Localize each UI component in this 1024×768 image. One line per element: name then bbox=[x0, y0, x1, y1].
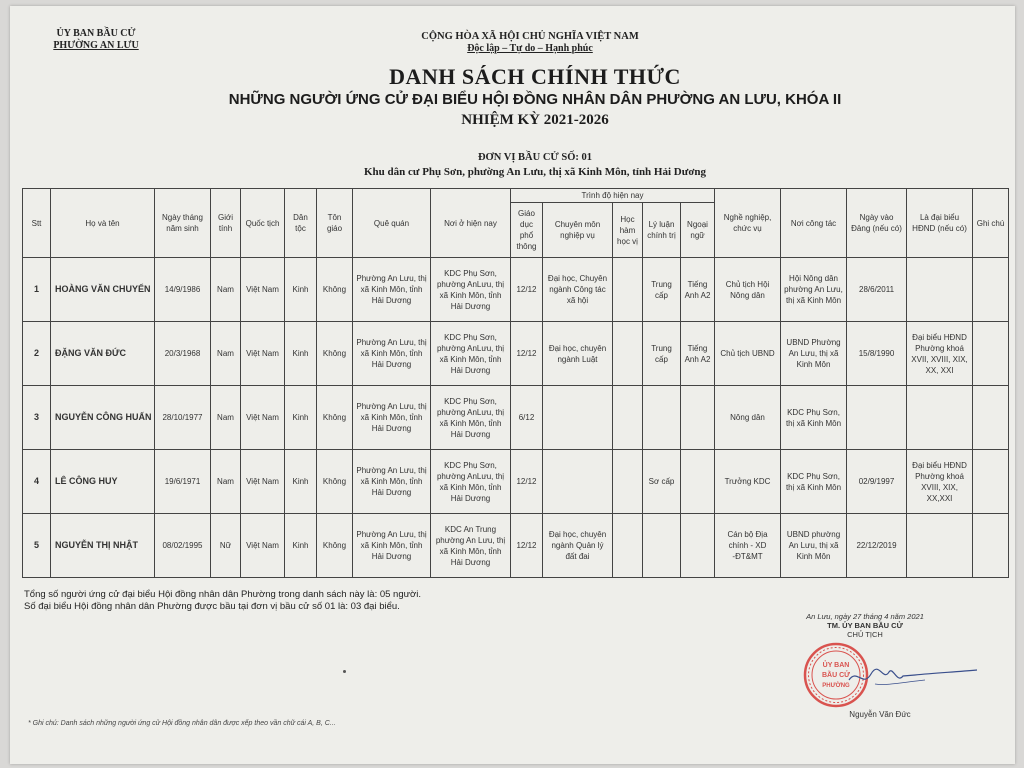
cell-gender: Nam bbox=[211, 322, 241, 386]
cell-delegate bbox=[907, 386, 973, 450]
header-residence: Nơi ở hiện nay bbox=[431, 189, 511, 258]
cell-party-date: 28/6/2011 bbox=[847, 258, 907, 322]
cell-delegate: Đại biểu HĐND Phường khoá XVIII, XIX, XX,XXI bbox=[907, 450, 973, 514]
signature-date: An Lưu, ngày 27 tháng 4 năm 2021 bbox=[806, 612, 924, 621]
cell-delegate bbox=[907, 514, 973, 578]
header-delegate: Là đại biểu HĐND (nếu có) bbox=[907, 189, 973, 258]
cell-ethnicity: Kinh bbox=[285, 514, 317, 578]
totals-line1: Tổng số người ứng cử đại biểu Hội đồng nhân dân Phường trong danh sách này là: 05 người. bbox=[24, 589, 421, 600]
cell-language: Tiếng Anh A2 bbox=[681, 322, 715, 386]
motto-line1: CỘNG HÒA XÃ HỘI CHỦ NGHĨA VIỆT NAM bbox=[421, 31, 639, 42]
cell-ethnicity: Kinh bbox=[285, 450, 317, 514]
cell-note bbox=[973, 450, 1009, 514]
header-note: Ghi chú bbox=[973, 189, 1009, 258]
cell-professional bbox=[543, 450, 613, 514]
cell-language bbox=[681, 386, 715, 450]
authority-line1: ỦY BAN BẦU CỬ bbox=[56, 28, 136, 39]
cell-job: Trưởng KDC bbox=[715, 450, 781, 514]
authority-line2: PHƯỜNG AN LƯU bbox=[53, 40, 139, 51]
cell-language bbox=[681, 514, 715, 578]
cell-name: ĐẶNG VĂN ĐỨC bbox=[51, 322, 155, 386]
header-stt: Stt bbox=[23, 189, 51, 258]
cell-stt: 1 bbox=[23, 258, 51, 322]
cell-language bbox=[681, 450, 715, 514]
cell-name: HOÀNG VĂN CHUYỂN bbox=[51, 258, 155, 322]
totals-summary bbox=[24, 589, 421, 613]
cell-gender: Nữ bbox=[211, 514, 241, 578]
cell-workplace: UBND phường An Lưu, thị xã Kinh Môn bbox=[781, 514, 847, 578]
motto-line2: Độc lập – Tự do – Hạnh phúc bbox=[467, 43, 593, 54]
header-name: Họ và tên bbox=[51, 189, 155, 258]
signature-position: CHỦ TỊCH bbox=[847, 630, 883, 639]
table-row bbox=[23, 514, 1009, 578]
cell-academic bbox=[613, 322, 643, 386]
election-area: Khu dân cư Phụ Sơn, phường An Lưu, thị xã Kinh Môn, tỉnh Hải Dương bbox=[363, 166, 707, 178]
cell-residence: KDC An Trung phường An Lưu, thị xã Kinh Môn, tỉnh Hải Dương bbox=[431, 514, 511, 578]
cell-note bbox=[973, 514, 1009, 578]
header-workplace: Nơi công tác bbox=[781, 189, 847, 258]
cell-political bbox=[643, 514, 681, 578]
cell-workplace: Hội Nông dân phường An Lưu, thị xã Kinh Môn bbox=[781, 258, 847, 322]
cell-name: LÊ CÔNG HUY bbox=[51, 450, 155, 514]
table-row bbox=[23, 386, 1009, 450]
cell-name: NGUYỄN THỊ NHẬT bbox=[51, 514, 155, 578]
cell-religion: Không bbox=[317, 450, 353, 514]
cell-political: Trung cấp bbox=[643, 258, 681, 322]
cell-nationality: Việt Nam bbox=[241, 514, 285, 578]
cell-gender: Nam bbox=[211, 258, 241, 322]
cell-note bbox=[973, 322, 1009, 386]
signature-block bbox=[800, 612, 930, 639]
header-party-date: Ngày vào Đảng (nếu có) bbox=[847, 189, 907, 258]
cell-hometown: Phường An Lưu, thị xã Kinh Môn, tỉnh Hải Dương bbox=[353, 322, 431, 386]
cell-nationality: Việt Nam bbox=[241, 450, 285, 514]
cell-professional bbox=[543, 386, 613, 450]
cell-stt: 2 bbox=[23, 322, 51, 386]
seal-text-bottom: PHƯỜNG bbox=[822, 683, 850, 689]
header-education-group: Trình độ hiện nay bbox=[511, 189, 715, 203]
cell-party-date: 15/8/1990 bbox=[847, 322, 907, 386]
cell-gender: Nam bbox=[211, 386, 241, 450]
candidate-table bbox=[22, 188, 1009, 578]
totals-line2: Số đại biểu Hội đồng nhân dân Phường được bầu tại đơn vị bầu cử số 01 là: 03 đại biểu. bbox=[24, 601, 400, 612]
cell-job: Chủ tịch UBND bbox=[715, 322, 781, 386]
cell-language: Tiếng Anh A2 bbox=[681, 258, 715, 322]
header-academic: Học hàm học vị bbox=[613, 203, 643, 258]
cell-ethnicity: Kinh bbox=[285, 322, 317, 386]
cell-political bbox=[643, 386, 681, 450]
cell-name: NGUYỄN CÔNG HUẤN bbox=[51, 386, 155, 450]
cell-dob: 19/6/1971 bbox=[155, 450, 211, 514]
header-language: Ngoại ngữ bbox=[681, 203, 715, 258]
cell-dob: 28/10/1977 bbox=[155, 386, 211, 450]
cell-party-date: 22/12/2019 bbox=[847, 514, 907, 578]
header-professional: Chuyên môn nghiệp vụ bbox=[543, 203, 613, 258]
cell-dob: 20/3/1968 bbox=[155, 322, 211, 386]
header-religion: Tôn giáo bbox=[317, 189, 353, 258]
cell-academic bbox=[613, 450, 643, 514]
cell-gender: Nam bbox=[211, 450, 241, 514]
cell-religion: Không bbox=[317, 258, 353, 322]
cell-dob: 14/9/1986 bbox=[155, 258, 211, 322]
header-gender: Giới tính bbox=[211, 189, 241, 258]
cell-religion: Không bbox=[317, 386, 353, 450]
cell-party-date: 02/9/1997 bbox=[847, 450, 907, 514]
cell-nationality: Việt Nam bbox=[241, 322, 285, 386]
cell-job: Nông dân bbox=[715, 386, 781, 450]
header-row bbox=[23, 189, 1009, 203]
cell-delegate: Đại biểu HĐND Phường khoá XVII, XVIII, XIX, XX, XXI bbox=[907, 322, 973, 386]
title-line2: NHỮNG NGƯỜI ỨNG CỬ ĐẠI BIỂU HỘI ĐỒNG NHÂN DÂN PHƯỜNG AN LƯU, KHÓA II bbox=[228, 91, 842, 108]
cell-note bbox=[973, 386, 1009, 450]
seal-text-mid: BẦU CỬ bbox=[822, 672, 850, 679]
title-line3: NHIỆM KỲ 2021-2026 bbox=[461, 112, 609, 128]
cell-religion: Không bbox=[317, 514, 353, 578]
table-row bbox=[23, 258, 1009, 322]
header-general-edu: Giáo dục phổ thông bbox=[511, 203, 543, 258]
cell-general-edu: 12/12 bbox=[511, 514, 543, 578]
cell-political: Sơ cấp bbox=[643, 450, 681, 514]
cell-hometown: Phường An Lưu, thị xã Kinh Môn, tỉnh Hải Dương bbox=[353, 450, 431, 514]
cell-academic bbox=[613, 386, 643, 450]
header-dob: Ngày tháng năm sinh bbox=[155, 189, 211, 258]
table-row bbox=[23, 322, 1009, 386]
document-title bbox=[160, 64, 910, 130]
cell-ethnicity: Kinh bbox=[285, 386, 317, 450]
cell-general-edu: 12/12 bbox=[511, 258, 543, 322]
cell-hometown: Phường An Lưu, thị xã Kinh Môn, tỉnh Hải Dương bbox=[353, 258, 431, 322]
cell-stt: 5 bbox=[23, 514, 51, 578]
cell-note bbox=[973, 258, 1009, 322]
cell-professional: Đại học, Chuyên ngành Công tác xã hội bbox=[543, 258, 613, 322]
cell-workplace: KDC Phụ Sơn, thị xã Kinh Môn bbox=[781, 386, 847, 450]
cell-workplace: UBND Phường An Lưu, thị xã Kinh Môn bbox=[781, 322, 847, 386]
cell-hometown: Phường An Lưu, thị xã Kinh Môn, tỉnh Hải Dương bbox=[353, 514, 431, 578]
cell-general-edu: 6/12 bbox=[511, 386, 543, 450]
cell-political: Trung cấp bbox=[643, 322, 681, 386]
header-hometown: Quê quán bbox=[353, 189, 431, 258]
cell-party-date bbox=[847, 386, 907, 450]
issuing-authority bbox=[26, 28, 166, 52]
cell-workplace: KDC Phụ Sơn, thị xã Kinh Môn bbox=[781, 450, 847, 514]
table-row bbox=[23, 450, 1009, 514]
cell-professional: Đại học, chuyên ngành Luật bbox=[543, 322, 613, 386]
cell-hometown: Phường An Lưu, thị xã Kinh Môn, tỉnh Hải Dương bbox=[353, 386, 431, 450]
cell-academic bbox=[613, 514, 643, 578]
cell-ethnicity: Kinh bbox=[285, 258, 317, 322]
cell-job: Cán bộ Địa chính - XD -ĐT&MT bbox=[715, 514, 781, 578]
national-motto bbox=[390, 30, 670, 55]
cell-stt: 3 bbox=[23, 386, 51, 450]
cell-religion: Không bbox=[317, 322, 353, 386]
paper-speck bbox=[343, 670, 346, 673]
cell-nationality: Việt Nam bbox=[241, 386, 285, 450]
cell-general-edu: 12/12 bbox=[511, 450, 543, 514]
cell-residence: KDC Phụ Sơn, phường AnLưu, thị xã Kinh Môn, tỉnh Hải Dương bbox=[431, 258, 511, 322]
election-unit: ĐƠN VỊ BẦU CỬ SỐ: 01 bbox=[477, 152, 593, 163]
cell-general-edu: 12/12 bbox=[511, 322, 543, 386]
header-nationality: Quốc tịch bbox=[241, 189, 285, 258]
cell-job: Chủ tịch Hội Nông dân bbox=[715, 258, 781, 322]
cell-residence: KDC Phụ Sơn, phường AnLưu, thị xã Kinh Môn, tỉnh Hải Dương bbox=[431, 322, 511, 386]
handwritten-signature-icon bbox=[845, 658, 980, 694]
cell-stt: 4 bbox=[23, 450, 51, 514]
cell-residence: KDC Phụ Sơn, phường AnLưu, thị xã Kinh Môn, tỉnh Hải Dương bbox=[431, 450, 511, 514]
cell-professional: Đại học, chuyên ngành Quản lý đất đai bbox=[543, 514, 613, 578]
signature-org: TM. ỦY BAN BẦU CỬ bbox=[827, 621, 903, 630]
cell-delegate bbox=[907, 258, 973, 322]
title-line1: DANH SÁCH CHÍNH THỨC bbox=[389, 64, 681, 89]
header-job: Nghề nghiệp, chức vụ bbox=[715, 189, 781, 258]
header-ethnicity: Dân tộc bbox=[285, 189, 317, 258]
cell-academic bbox=[613, 258, 643, 322]
seal-text-top: ỦY BAN bbox=[822, 662, 850, 669]
footnote: * Ghi chú: Danh sách những người ứng cử Hội đồng nhân dân được xếp theo vần chữ cái A, B, C... bbox=[28, 720, 336, 727]
cell-dob: 08/02/1995 bbox=[155, 514, 211, 578]
document-sheet bbox=[10, 6, 1015, 764]
cell-residence: KDC Phụ Sơn, phường AnLưu, thị xã Kinh Môn, tỉnh Hải Dương bbox=[431, 386, 511, 450]
signer-name: Nguyễn Văn Đức bbox=[849, 710, 911, 719]
header-political: Lý luận chính trị bbox=[643, 203, 681, 258]
cell-nationality: Việt Nam bbox=[241, 258, 285, 322]
